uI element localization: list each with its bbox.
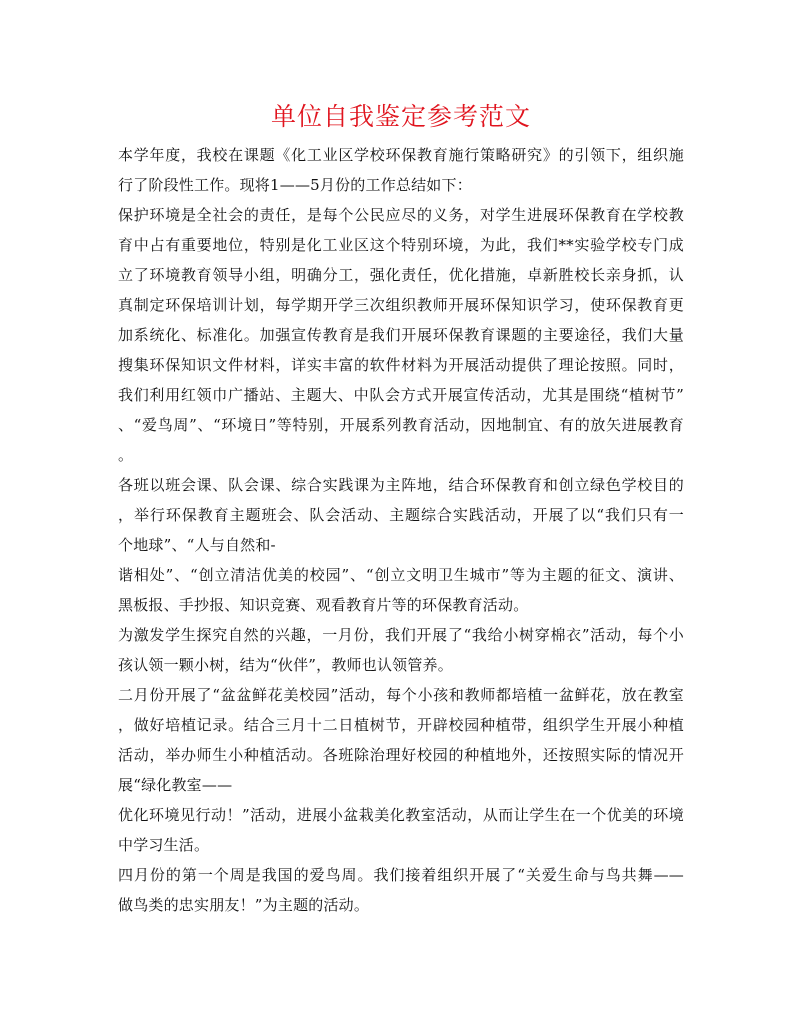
text-line: 立了环境教育领导小组，明确分工，强化责任，优化措施，卓新胜校长亲身抓，认 bbox=[118, 266, 684, 284]
text-line: 为激发学生探究自然的兴趣，一月份，我们开展了“我给小树穿棉衣”活动，每个小 bbox=[118, 626, 684, 644]
text-line: 孩认领一颗小树，结为“伙伴”，教师也认领管养。 bbox=[118, 656, 453, 674]
text-line: 二月份开展了“盆盆鲜花美校园”活动，每个小孩和教师都培植一盆鲜花，放在教室 bbox=[118, 686, 684, 704]
text-line: ，举行环保教育主题班会、队会活动、主题综合实践活动，开展了以“我们只有一 bbox=[118, 506, 684, 524]
text-line: 真制定环保培训计划，每学期开学三次组织教师开展环保知识学习，使环保教育更 bbox=[118, 296, 684, 314]
text-line: 、“爱鸟周”、“环境日”等特别，开展系列教育活动，因地制宜、有的放矢进展教育 bbox=[118, 416, 684, 434]
text-line: 育中占有重要地位，特别是化工业区这个特别环境，为此，我们**实验学校专门成 bbox=[118, 236, 684, 254]
text-line: 。 bbox=[118, 446, 134, 464]
text-line: 加系统化、标准化。加强宣传教育是我们开展环保教育课题的主要途径，我们大量 bbox=[118, 326, 684, 344]
text-line: 我们利用红领巾广播站、主题大、中队会方式开展宣传活动，尤其是围绕“植树节” bbox=[118, 386, 684, 404]
text-line: 活动，举办师生小种植活动。各班除治理好校园的种植地外，还按照实际的情况开 bbox=[118, 746, 684, 764]
text-line: 黑板报、手抄报、知识竞赛、观看教育片等的环保教育活动。 bbox=[118, 596, 529, 614]
document-page bbox=[118, 100, 684, 920]
text-line: ，做好培植记录。结合三月十二日植树节，开辟校园种植带，组织学生开展小种植 bbox=[118, 716, 684, 734]
text-line: 优化环境见行动！”活动，进展小盆栽美化教室活动，从而让学生在一个优美的环境 bbox=[118, 806, 684, 824]
text-line: 保护环境是全社会的责任，是每个公民应尽的义务，对学生进展环保教育在学校教 bbox=[118, 206, 684, 224]
text-line: 各班以班会课、队会课、综合实践课为主阵地，结合环保教育和创立绿色学校目的 bbox=[118, 476, 684, 494]
text-line: 做鸟类的忠实朋友！”为主题的活动。 bbox=[118, 896, 370, 914]
document-body bbox=[118, 140, 684, 920]
text-line: 行了阶段性工作。现将1——5月份的工作总结如下： bbox=[118, 176, 472, 194]
text-line: 搜集环保知识文件材料，详实丰富的软件材料为开展活动提供了理论按照。同时， bbox=[118, 356, 684, 374]
text-line: 本学年度，我校在课题《化工业区学校环保教育施行策略研究》的引领下，组织施 bbox=[118, 146, 684, 164]
text-line: 个地球”、“人与自然和- bbox=[118, 536, 276, 554]
text-line: 展“绿化教室—— bbox=[118, 776, 233, 794]
document-title: 单位自我鉴定参考范文 bbox=[270, 102, 531, 131]
text-line: 谐相处”、“创立清洁优美的校园”、“创立文明卫生城市”等为主题的征文、演讲、 bbox=[118, 566, 684, 584]
text-line: 四月份的第一个周是我国的爱鸟周。我们接着组织开展了“关爱生命与鸟共舞—— bbox=[118, 866, 684, 884]
text-line: 中学习生活。 bbox=[118, 836, 210, 854]
